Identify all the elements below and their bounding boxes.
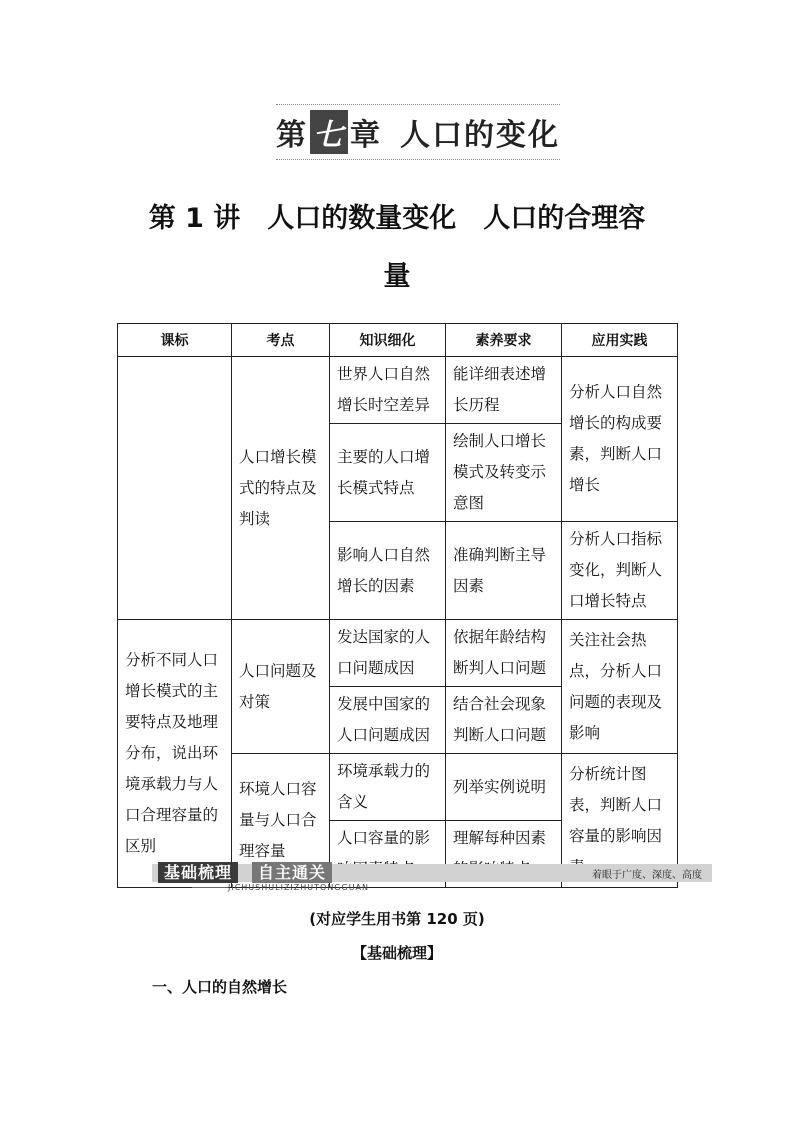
- section-tag: 【基础梳理】: [351, 944, 442, 962]
- header-cell: 考点: [232, 324, 330, 357]
- knowledge-cell: 影响人口自然增长的因素: [330, 522, 446, 620]
- chapter-name: 人口的变化: [400, 118, 560, 153]
- literacy-cell: 能详细表述增长历程: [446, 357, 562, 424]
- literacy-cell: 依据年龄结构断判人口问题: [446, 620, 562, 687]
- exam-point-cell: 人口增长模式的特点及判读: [232, 357, 330, 620]
- practice-cell: 关注社会热点，分析人口问题的表现及影响: [562, 620, 678, 754]
- banner-divider: [192, 887, 228, 888]
- lecture-title-line-2: 量: [383, 261, 411, 292]
- practice-cell: 分析统计图表，判断人口容量的影响因: [562, 754, 678, 888]
- literacy-cell: 理解每种因素: [446, 821, 562, 888]
- table-header-row: [118, 324, 678, 357]
- header-cell: 知识细化: [330, 324, 446, 357]
- knowledge-cell: 发展中国家的人口问题成因: [330, 687, 446, 754]
- practice-cell: 分析人口自然增长的构成要素，判断人口增长: [562, 357, 678, 522]
- table-row: [118, 357, 678, 424]
- practice-cell: 分析人口指标变化，判断人口增长特点: [562, 522, 678, 620]
- banner-sub-label: 自主通关: [252, 862, 332, 883]
- literacy-cell: 结合社会现象判断人口问题: [446, 687, 562, 754]
- exam-point-cell: 人口问题及对策: [232, 620, 330, 754]
- section-banner: [152, 862, 712, 892]
- header-cell: 素养要求: [446, 324, 562, 357]
- exam-point-cell: 环境人口容量与人口合理容量: [232, 754, 330, 888]
- curriculum-table: [117, 323, 678, 888]
- chapter-suffix: 章: [350, 118, 382, 153]
- lecture-title-line-1: 第 1 讲 人口的数量变化 人口的合理容: [148, 203, 646, 234]
- literacy-cell: 绘制人口增长模式及转变示意图: [446, 424, 562, 522]
- header-cell: 课标: [118, 324, 232, 357]
- banner-main-label: 基础梳理: [158, 862, 238, 883]
- chapter-title-frame: [276, 104, 560, 160]
- knowledge-cell: 人口容量的影: [330, 821, 446, 888]
- chapter-prefix: 第: [276, 118, 308, 153]
- literacy-cell: 准确判断主导因素: [446, 522, 562, 620]
- knowledge-cell: 主要的人口增长模式特点: [330, 424, 446, 522]
- knowledge-cell: 世界人口自然增长时空差异: [330, 357, 446, 424]
- literacy-cell: 列举实例说明: [446, 754, 562, 821]
- knowledge-cell: 环境承载力的含义: [330, 754, 446, 821]
- table-row: [118, 620, 678, 687]
- knowledge-cell: 发达国家的人口问题成因: [330, 620, 446, 687]
- banner-pinyin: JICHUSHULIZIZHUTONGGUAN: [228, 883, 370, 892]
- page-reference: (对应学生用书第 120 页): [309, 910, 485, 928]
- curriculum-cell: 分析不同人口增长模式的主要特点及地理分布，说出环境承载力与人口合理容量的区别: [118, 620, 232, 888]
- chapter-title: [276, 110, 560, 154]
- empty-cell: [118, 357, 232, 620]
- banner-note: 着眼于广度、深度、高度: [592, 870, 702, 881]
- section-heading: 一、人口的自然增长: [152, 978, 288, 996]
- chapter-number: 七: [310, 110, 348, 154]
- header-cell: 应用实践: [562, 324, 678, 357]
